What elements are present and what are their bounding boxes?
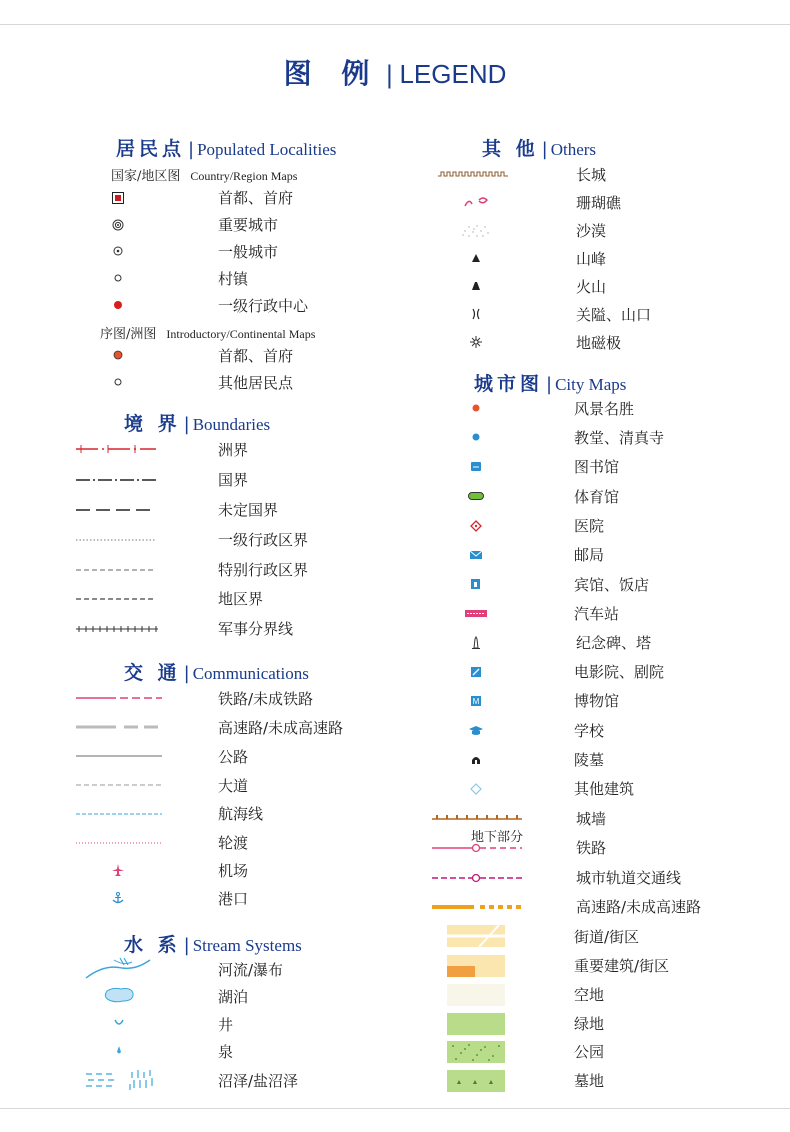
shipping-line [76, 809, 162, 819]
city-expressway-label: 高速路/未成高速路 [576, 898, 702, 916]
city-expressway-line [432, 902, 522, 912]
section-others: 其 他 | Others [482, 138, 597, 160]
city-school-label: 学校 [574, 722, 605, 740]
city-library-label: 图书馆 [574, 458, 620, 476]
others-desert-label: 沙漠 [576, 222, 607, 240]
city-open-space-label: 空地 [574, 986, 605, 1004]
city-icon [113, 246, 123, 256]
section-communications: 交 通 | Communications [124, 662, 309, 684]
subhead-country-maps: 国家/地区图 Country/Region Maps [111, 169, 298, 184]
well-icon [114, 1019, 124, 1027]
comm-port-label: 港口 [218, 890, 249, 908]
intro-other-label: 其他居民点 [218, 374, 294, 392]
intro-capital-icon [113, 350, 123, 360]
mausoleum-icon [471, 755, 481, 764]
main-road-line [76, 780, 162, 790]
region-boundary-line [76, 594, 156, 604]
section-populated: 居民点 | Populated Localities [116, 138, 337, 160]
airport-icon [112, 864, 124, 876]
page-title: 图 例 | LEGEND [283, 57, 507, 90]
populated-city-label: 一般城市 [218, 243, 279, 261]
peak-icon [472, 254, 480, 262]
city-street-label: 街道/街区 [574, 928, 640, 946]
boundary-national-label: 国界 [218, 471, 249, 489]
populated-town-label: 村镇 [218, 270, 249, 288]
comm-airport-label: 机场 [218, 862, 249, 880]
undetermined-boundary-line [76, 505, 156, 515]
city-church-label: 教堂、清真寺 [574, 429, 665, 447]
others-great-wall-label: 长城 [576, 166, 607, 184]
national-boundary-line [76, 475, 156, 485]
admin-center-icon [113, 300, 123, 310]
church-mosque-icon [472, 433, 480, 441]
city-scenic-label: 风景名胜 [574, 400, 635, 418]
intro-other-icon [114, 378, 122, 386]
town-icon [114, 274, 122, 282]
port-icon [112, 892, 124, 904]
coral-reef-icon [463, 196, 489, 208]
cemetery-swatch [447, 1070, 505, 1092]
underground-note: 地下部分 [471, 830, 524, 845]
others-magnetic-label: 地磁极 [576, 334, 622, 352]
comm-main-road-label: 大道 [218, 777, 249, 795]
railway-line [76, 693, 162, 703]
section-streams: 水 系 | Stream Systems [124, 934, 302, 956]
city-hospital-label: 医院 [574, 517, 605, 535]
highway-line [76, 751, 162, 761]
section-boundaries: 境 界 | Boundaries [124, 413, 271, 435]
bus-station-icon [465, 610, 487, 617]
section-city: 城市图 | City Maps [474, 373, 627, 395]
stream-spring-label: 泉 [218, 1043, 234, 1061]
library-icon [471, 462, 481, 471]
others-pass-label: 关隘、山口 [576, 306, 652, 324]
city-hotel-label: 宾馆、饭店 [574, 576, 650, 594]
boundary-first-admin-label: 一级行政区界 [218, 531, 309, 549]
river-waterfall-icon [84, 956, 152, 980]
svg-text:M: M [472, 697, 480, 706]
comm-highway-label: 公路 [218, 748, 249, 766]
city-metro-label: 城市轨道交通线 [576, 869, 682, 887]
great-wall-icon [438, 170, 514, 178]
comm-railway-label: 铁路/未成铁路 [218, 690, 314, 708]
post-office-icon [470, 551, 482, 559]
bottom-rule [0, 1108, 790, 1109]
top-rule [0, 24, 790, 25]
scenic-spot-icon [472, 404, 480, 412]
others-peak-label: 山峰 [576, 250, 607, 268]
hotel-icon [471, 579, 480, 589]
city-bus-label: 汽车站 [574, 605, 620, 623]
important-building-swatch [447, 955, 505, 977]
open-space-swatch [447, 984, 505, 1006]
street-block-swatch [447, 925, 505, 947]
ferry-line [76, 838, 162, 848]
stream-well-label: 井 [218, 1016, 234, 1034]
volcano-icon [472, 282, 480, 290]
city-park-label: 公园 [574, 1043, 605, 1061]
city-wall-label: 城墙 [576, 810, 607, 828]
populated-admin-center-label: 一级行政中心 [218, 297, 309, 315]
boundary-military-label: 军事分界线 [218, 620, 294, 638]
city-railway-line [432, 843, 522, 853]
intro-capital-label: 首都、首府 [218, 347, 294, 365]
city-green-label: 绿地 [574, 1015, 605, 1033]
monument-icon [472, 637, 480, 649]
military-boundary-line [76, 624, 158, 634]
museum-icon [471, 696, 481, 706]
populated-capital-label: 首都、首府 [218, 189, 294, 207]
lake-icon [103, 987, 135, 1003]
city-important-building-label: 重要建筑/街区 [574, 957, 670, 975]
pass-icon [472, 309, 480, 319]
comm-expressway-label: 高速路/未成高速路 [218, 719, 344, 737]
stream-river-label: 河流/瀑布 [218, 961, 284, 979]
stream-lake-label: 湖泊 [218, 988, 249, 1006]
city-cemetery-label: 墓地 [574, 1072, 605, 1090]
metro-line [432, 873, 522, 883]
boundary-sar-label: 特别行政区界 [218, 561, 309, 579]
populated-major-city-label: 重要城市 [218, 216, 279, 234]
subhead-intro-maps: 序图/洲图 Introductory/Continental Maps [100, 327, 316, 342]
city-wall-line [432, 813, 522, 821]
continent-boundary-line [76, 444, 156, 454]
school-icon [469, 726, 483, 735]
city-other-building-label: 其他建筑 [574, 780, 635, 798]
stadium-icon [468, 492, 484, 500]
city-museum-label: 博物馆 [574, 692, 620, 710]
city-monument-label: 纪念碑、塔 [576, 634, 652, 652]
title-cn: 图 例 [283, 57, 380, 90]
swamp-icon [84, 1070, 158, 1092]
others-volcano-label: 火山 [576, 278, 607, 296]
green-land-swatch [447, 1013, 505, 1035]
comm-ferry-label: 轮渡 [218, 834, 249, 852]
capital-icon [112, 192, 124, 204]
cinema-icon [471, 667, 481, 677]
park-swatch [447, 1041, 505, 1063]
others-coral-label: 珊瑚礁 [576, 194, 622, 212]
desert-icon [461, 223, 491, 239]
stream-swamp-label: 沼泽/盐沼泽 [218, 1072, 299, 1090]
spring-icon [116, 1046, 122, 1056]
sar-boundary-line [76, 565, 156, 575]
city-post-label: 邮局 [574, 546, 605, 564]
expressway-line [76, 722, 162, 732]
boundary-undetermined-label: 未定国界 [218, 501, 279, 519]
city-mausoleum-label: 陵墓 [574, 751, 605, 769]
hospital-icon [471, 521, 481, 531]
comm-shipping-label: 航海线 [218, 805, 264, 823]
first-admin-boundary-line [76, 535, 156, 545]
boundary-continent-label: 洲界 [218, 441, 249, 459]
magnetic-pole-icon [470, 336, 482, 348]
other-building-icon [471, 784, 481, 794]
major-city-icon [112, 219, 124, 231]
title-en: LEGEND [399, 59, 507, 89]
city-railway-label: 铁路 [576, 839, 607, 857]
city-stadium-label: 体育馆 [574, 488, 620, 506]
boundary-region-label: 地区界 [218, 590, 264, 608]
city-cinema-label: 电影院、剧院 [574, 663, 665, 681]
